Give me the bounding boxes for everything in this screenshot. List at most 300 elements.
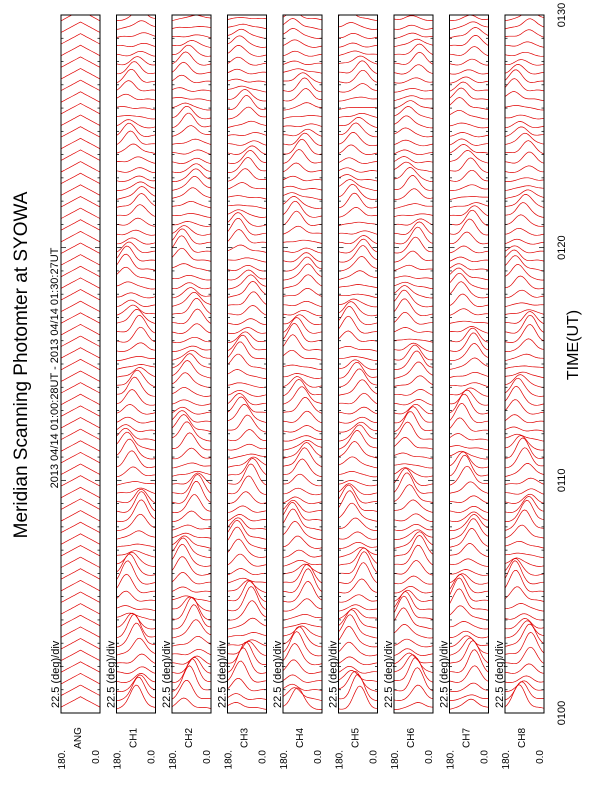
trace-ch4-69 <box>283 626 322 637</box>
trace-ch7-54 <box>450 496 489 503</box>
trace-ch4-17 <box>283 163 322 172</box>
trace-ang-18 <box>61 220 100 231</box>
trace-ch8-3 <box>505 42 544 47</box>
trace-ang-47 <box>61 557 100 568</box>
trace-ch8-46 <box>505 427 544 431</box>
trace-ch7-11 <box>450 110 489 119</box>
trace-ch5-31 <box>339 294 378 298</box>
trace-ch4-38 <box>283 350 322 360</box>
trace-ch2-62 <box>172 557 211 576</box>
panel-scale-ch2: 22.5 (deg)/div <box>161 640 173 708</box>
trace-ch8-73 <box>505 664 544 674</box>
trace-ch7-69 <box>450 631 489 638</box>
trace-ang-36 <box>61 429 100 440</box>
trace-ang-51 <box>61 604 100 615</box>
trace-ch2-2 <box>172 35 211 38</box>
trace-ch1-17 <box>117 168 156 173</box>
trace-ch8-71 <box>505 632 544 654</box>
trace-ch2-23 <box>172 222 211 227</box>
trace-ch5-65 <box>339 595 378 602</box>
trace-ch7-21 <box>450 203 489 208</box>
trace-ch3-49 <box>228 454 267 459</box>
trace-ang-48 <box>61 569 100 580</box>
trace-ch4-13 <box>283 129 322 136</box>
traces-ch3 <box>228 18 267 710</box>
trace-ch4-65 <box>283 581 322 602</box>
trace-ch3-13 <box>228 133 267 136</box>
panel-frame-ch5 <box>339 15 378 713</box>
trace-ch4-31 <box>283 288 322 296</box>
trace-ch8-77 <box>505 685 544 709</box>
trace-ch2-64 <box>172 587 211 592</box>
trace-ch1-43 <box>117 390 156 406</box>
panel-label-ch5: CH5 <box>350 727 362 749</box>
trace-ang-58 <box>61 685 100 695</box>
trace-ch7-10 <box>450 98 489 110</box>
chart-title: Meridian Scanning Photomter at SYOWA <box>11 191 32 539</box>
trace-ang-59 <box>61 697 100 708</box>
trace-ch3-19 <box>228 183 267 190</box>
trace-ang-40 <box>61 476 100 486</box>
trace-ch1-34 <box>117 309 156 323</box>
trace-ch5-28 <box>339 256 378 271</box>
trace-ch2-77 <box>172 698 211 709</box>
trace-ang-13 <box>61 162 100 172</box>
trace-ch1-55 <box>117 492 156 513</box>
trace-ch3-55 <box>228 506 267 513</box>
trace-ch8-66 <box>505 604 544 612</box>
trace-ch8-39 <box>505 366 544 369</box>
trace-ang-7 <box>61 92 100 103</box>
trace-ch6-24 <box>394 222 433 235</box>
trace-ch8-11 <box>505 115 544 119</box>
trace-ch1-12 <box>117 120 156 128</box>
trace-ch2-29 <box>172 275 211 280</box>
trace-ch8-32 <box>505 303 544 307</box>
trace-ch7-65 <box>450 578 489 601</box>
trace-ch1-67 <box>117 613 156 620</box>
trace-ch7-48 <box>450 446 489 450</box>
trace-ch4-0 <box>283 11 322 20</box>
panel-label-ch1: CH1 <box>128 727 140 749</box>
trace-ch5-43 <box>339 393 378 404</box>
trace-ch6-69 <box>394 624 433 638</box>
panel-frame-ch8 <box>505 15 544 713</box>
trace-ch6-37 <box>394 343 433 352</box>
trace-ch8-53 <box>505 489 544 495</box>
trace-ch6-19 <box>394 176 433 191</box>
trace-ch6-63 <box>394 576 433 584</box>
trace-ch2-35 <box>172 324 211 334</box>
trace-ch8-25 <box>505 239 544 244</box>
trace-ch8-62 <box>505 559 544 576</box>
trace-ch7-46 <box>450 418 489 431</box>
trace-ch3-58 <box>228 520 267 539</box>
trace-ch8-2 <box>505 30 544 38</box>
trace-ch3-29 <box>228 270 267 280</box>
trace-ch1-16 <box>117 157 156 164</box>
trace-ch2-7 <box>172 75 211 83</box>
trace-ch8-63 <box>505 561 544 584</box>
trace-ch6-8 <box>394 88 433 92</box>
trace-ch3-41 <box>228 383 267 388</box>
trace-ch1-45 <box>117 417 156 423</box>
trace-ch1-5 <box>117 57 156 65</box>
panel-label-ch6: CH6 <box>406 727 417 749</box>
trace-ch1-30 <box>117 282 156 289</box>
trace-ang-25 <box>61 301 100 311</box>
trace-ch8-9 <box>505 92 544 101</box>
trace-ch5-7 <box>339 70 378 83</box>
trace-ch4-7 <box>283 73 322 83</box>
trace-ch8-18 <box>505 178 544 182</box>
trace-ch8-70 <box>505 624 544 646</box>
trace-ch2-8 <box>172 88 211 92</box>
trace-ch5-42 <box>339 380 378 396</box>
trace-ang-54 <box>61 639 100 650</box>
trace-ch6-44 <box>394 404 433 414</box>
trace-ch1-14 <box>117 131 156 145</box>
panel-ytop-ch1: 180. <box>112 750 124 770</box>
trace-ch2-32 <box>172 292 211 306</box>
trace-ch4-42 <box>283 379 322 396</box>
trace-ch3-0 <box>228 18 267 20</box>
trace-ang-55 <box>61 650 100 660</box>
trace-ch7-74 <box>450 666 489 683</box>
trace-ch7-0 <box>450 15 489 20</box>
trace-ch6-49 <box>394 453 433 459</box>
trace-ch2-65 <box>172 596 211 602</box>
trace-ch6-29 <box>394 276 433 279</box>
trace-ch3-6 <box>228 69 267 74</box>
trace-ch1-77 <box>117 685 156 709</box>
trace-ch5-25 <box>339 236 378 244</box>
trace-ch5-50 <box>339 457 378 468</box>
trace-ch7-27 <box>450 257 489 262</box>
trace-ch6-41 <box>394 376 433 387</box>
trace-ang-23 <box>61 278 100 289</box>
trace-ch5-12 <box>339 117 378 127</box>
trace-ch7-36 <box>450 328 489 342</box>
panel-ybottom-ch6: 0.0 <box>424 750 435 764</box>
trace-ch6-16 <box>394 157 433 163</box>
trace-ch2-39 <box>172 354 211 369</box>
trace-ch7-1 <box>450 22 489 30</box>
trace-ch5-51 <box>339 471 378 477</box>
trace-ch4-2 <box>283 28 322 38</box>
trace-ch5-14 <box>339 132 378 145</box>
trace-ch8-4 <box>505 52 544 56</box>
trace-ch8-23 <box>505 215 544 227</box>
panel-scale-ch7: 22.5 (deg)/div <box>438 640 451 708</box>
trace-ch3-25 <box>228 230 267 244</box>
trace-ch2-33 <box>172 298 211 314</box>
trace-ch2-26 <box>172 236 211 253</box>
trace-ch6-18 <box>394 167 433 181</box>
trace-ch5-26 <box>339 239 378 253</box>
trace-ch6-9 <box>394 96 433 101</box>
trace-ch4-20 <box>283 193 322 200</box>
trace-ch8-13 <box>505 127 544 137</box>
trace-ch7-56 <box>450 512 489 522</box>
trace-ch4-37 <box>283 335 322 351</box>
trace-ch2-20 <box>172 188 211 199</box>
trace-ang-27 <box>61 324 100 335</box>
trace-ch8-42 <box>505 378 544 396</box>
panel-ch4 <box>272 11 324 769</box>
trace-ch4-50 <box>283 448 322 467</box>
trace-ch8-64 <box>505 570 544 592</box>
trace-ch1-42 <box>117 377 156 396</box>
trace-ch2-36 <box>172 337 211 342</box>
panel-ybottom-ch4: 0.0 <box>313 750 324 764</box>
trace-ch5-20 <box>339 184 378 199</box>
panel-label-ch8: CH8 <box>517 727 528 749</box>
trace-ch6-34 <box>394 312 433 324</box>
trace-ch2-66 <box>172 597 211 611</box>
trace-ch4-75 <box>283 684 322 691</box>
trace-ch5-2 <box>339 33 378 38</box>
trace-ch6-33 <box>394 299 433 316</box>
trace-ch4-18 <box>283 176 322 181</box>
panel-scale-ch8: 22.5 (deg)/div <box>494 640 506 708</box>
trace-ang-22 <box>61 266 100 277</box>
traces-ch4 <box>283 11 322 709</box>
trace-ch3-5 <box>228 57 267 65</box>
trace-ch2-27 <box>172 248 211 261</box>
trace-ch6-28 <box>394 265 433 270</box>
trace-ch8-59 <box>505 541 544 548</box>
trace-ch8-10 <box>505 105 544 110</box>
trace-ch2-59 <box>172 536 211 548</box>
trace-ang-31 <box>61 371 100 381</box>
panel-scale-ang: 22.5 (deg)/div <box>50 640 62 708</box>
trace-ch2-70 <box>172 636 211 646</box>
trace-ch2-71 <box>172 649 211 655</box>
trace-ch1-35 <box>117 315 156 333</box>
trace-ch7-67 <box>450 606 489 620</box>
trace-ch3-32 <box>228 292 267 306</box>
trace-ch3-50 <box>228 457 267 467</box>
trace-ch7-5 <box>450 59 489 65</box>
trace-ch4-58 <box>283 521 322 539</box>
trace-ang-30 <box>61 359 100 370</box>
trace-ch6-42 <box>394 389 433 395</box>
trace-ch5-4 <box>339 51 378 56</box>
trace-ch7-35 <box>450 326 489 333</box>
trace-ch3-61 <box>228 554 267 566</box>
trace-ang-17 <box>61 208 100 219</box>
trace-ch8-43 <box>505 386 544 405</box>
trace-ch3-33 <box>228 306 267 316</box>
trace-ch1-24 <box>117 230 156 235</box>
trace-ch6-21 <box>394 204 433 209</box>
trace-ang-28 <box>61 336 100 347</box>
trace-ch1-36 <box>117 327 156 342</box>
trace-ch4-32 <box>283 301 322 306</box>
trace-ch2-63 <box>172 573 211 584</box>
trace-ch8-5 <box>505 60 544 66</box>
trace-ch1-15 <box>117 144 156 154</box>
trace-ch7-43 <box>450 390 489 405</box>
trace-ch8-60 <box>505 553 544 557</box>
trace-ang-15 <box>61 185 100 196</box>
trace-ch4-22 <box>283 201 322 217</box>
trace-ch3-35 <box>228 328 267 334</box>
trace-ch2-69 <box>172 620 211 638</box>
trace-ch1-20 <box>117 187 156 200</box>
trace-ch1-75 <box>117 675 156 692</box>
trace-ch1-2 <box>117 33 156 38</box>
trace-ch4-23 <box>283 211 322 226</box>
panel-ybottom-ch1: 0.0 <box>146 750 158 764</box>
trace-ch6-43 <box>394 399 433 405</box>
trace-ch7-6 <box>450 70 489 74</box>
trace-ch1-59 <box>117 544 156 547</box>
panel-label-ch7: CH7 <box>461 727 473 749</box>
trace-ch1-4 <box>117 51 156 56</box>
trace-ch6-73 <box>394 655 433 673</box>
trace-ch4-73 <box>283 660 322 674</box>
trace-ch7-7 <box>450 77 489 83</box>
panel-ch1 <box>106 9 158 769</box>
trace-ang-2 <box>61 34 100 45</box>
trace-ch2-6 <box>172 62 211 74</box>
trace-ch1-19 <box>117 182 156 191</box>
trace-ch4-45 <box>283 411 322 423</box>
trace-ch7-20 <box>450 197 489 200</box>
trace-ch5-68 <box>339 610 378 629</box>
panel-scale-ch4: 22.5 (deg)/div <box>272 640 284 708</box>
trace-ch7-68 <box>450 621 489 629</box>
trace-ch7-8 <box>450 82 489 91</box>
trace-ang-8 <box>61 103 100 114</box>
trace-ch1-23 <box>117 218 156 226</box>
trace-ch1-76 <box>117 677 156 701</box>
trace-ch6-70 <box>394 639 433 647</box>
trace-ch7-77 <box>450 699 489 709</box>
trace-ch4-4 <box>283 51 322 56</box>
trace-ch6-75 <box>394 668 433 691</box>
trace-ch1-32 <box>117 300 156 307</box>
trace-ch1-69 <box>117 614 156 637</box>
trace-ch2-42 <box>172 387 211 396</box>
trace-ch2-1 <box>172 27 211 29</box>
trace-ch8-28 <box>505 256 544 271</box>
trace-ch5-22 <box>339 207 378 217</box>
traces-ch8 <box>505 10 544 708</box>
traces-ch5 <box>339 11 378 710</box>
trace-ch7-39 <box>450 358 489 370</box>
trace-ang-5 <box>61 69 100 80</box>
trace-ch2-47 <box>172 422 211 441</box>
trace-ang-50 <box>61 592 100 603</box>
panels-layer <box>50 9 546 769</box>
trace-ch1-13 <box>117 123 156 136</box>
panel-ch8 <box>494 10 546 769</box>
trace-ch1-50 <box>117 451 156 468</box>
trace-ch1-72 <box>117 654 156 664</box>
x-tick-0130: 0130 <box>556 2 568 28</box>
trace-ch2-58 <box>172 533 211 538</box>
trace-ch2-24 <box>172 226 211 236</box>
trace-ch1-25 <box>117 238 156 244</box>
trace-ch3-21 <box>228 205 267 209</box>
trace-ch7-55 <box>450 506 489 512</box>
trace-ch6-22 <box>394 214 433 217</box>
trace-ang-52 <box>61 615 100 626</box>
trace-ch2-22 <box>172 213 211 217</box>
trace-ang-38 <box>61 452 100 463</box>
trace-ch1-3 <box>117 43 156 46</box>
panel-ybottom-ch3: 0.0 <box>257 750 269 764</box>
trace-ch7-71 <box>450 638 489 655</box>
trace-ang-19 <box>61 231 100 241</box>
panel-scale-ch5: 22.5 (deg)/div <box>327 640 340 708</box>
trace-ch5-11 <box>339 113 378 117</box>
panel-ytop-ang: 180. <box>57 750 68 770</box>
trace-ch5-71 <box>339 642 378 656</box>
trace-ch8-44 <box>505 400 544 415</box>
traces-ang <box>61 10 100 707</box>
trace-ch3-8 <box>228 86 267 92</box>
trace-ch7-12 <box>450 123 489 128</box>
panel-ytop-ch3: 180. <box>223 750 235 770</box>
trace-ch1-11 <box>117 116 156 120</box>
trace-ch3-34 <box>228 319 267 325</box>
trace-ch3-47 <box>228 430 267 441</box>
trace-ch1-57 <box>117 514 156 530</box>
trace-ch4-49 <box>283 443 322 459</box>
trace-ch7-29 <box>450 268 489 280</box>
trace-ch3-45 <box>228 404 267 422</box>
trace-ch1-39 <box>117 364 156 369</box>
panel-ybottom-ch2: 0.0 <box>202 750 213 764</box>
trace-ch8-21 <box>505 194 544 207</box>
panel-ch5 <box>328 11 380 770</box>
panel-frame-ch3 <box>228 15 267 713</box>
trace-ch1-6 <box>117 62 156 74</box>
trace-ch4-74 <box>283 675 322 683</box>
trace-ang-4 <box>61 57 100 67</box>
trace-ang-35 <box>61 418 100 429</box>
trace-ch4-44 <box>283 397 322 413</box>
trace-ch5-58 <box>339 532 378 539</box>
trace-ch7-15 <box>450 145 489 154</box>
trace-ch6-53 <box>394 473 433 494</box>
trace-ch8-1 <box>505 19 544 29</box>
trace-ch1-33 <box>117 305 156 315</box>
trace-ch7-61 <box>450 559 489 567</box>
trace-ch4-46 <box>283 426 322 433</box>
trace-ch4-21 <box>283 196 322 208</box>
trace-ch1-66 <box>117 606 156 611</box>
trace-ch5-3 <box>339 43 378 47</box>
trace-ch2-41 <box>172 373 211 388</box>
trace-ch5-59 <box>339 542 378 548</box>
trace-ch8-45 <box>505 415 544 423</box>
trace-ch7-47 <box>450 434 489 441</box>
trace-ch1-58 <box>117 531 156 539</box>
trace-ang-32 <box>61 383 100 394</box>
trace-ang-0 <box>61 10 100 20</box>
trace-ch5-29 <box>339 271 378 280</box>
trace-ang-12 <box>61 150 100 161</box>
trace-ang-33 <box>61 394 100 405</box>
trace-ang-42 <box>61 499 100 510</box>
trace-ch5-9 <box>339 97 378 101</box>
trace-ch5-36 <box>339 331 378 342</box>
